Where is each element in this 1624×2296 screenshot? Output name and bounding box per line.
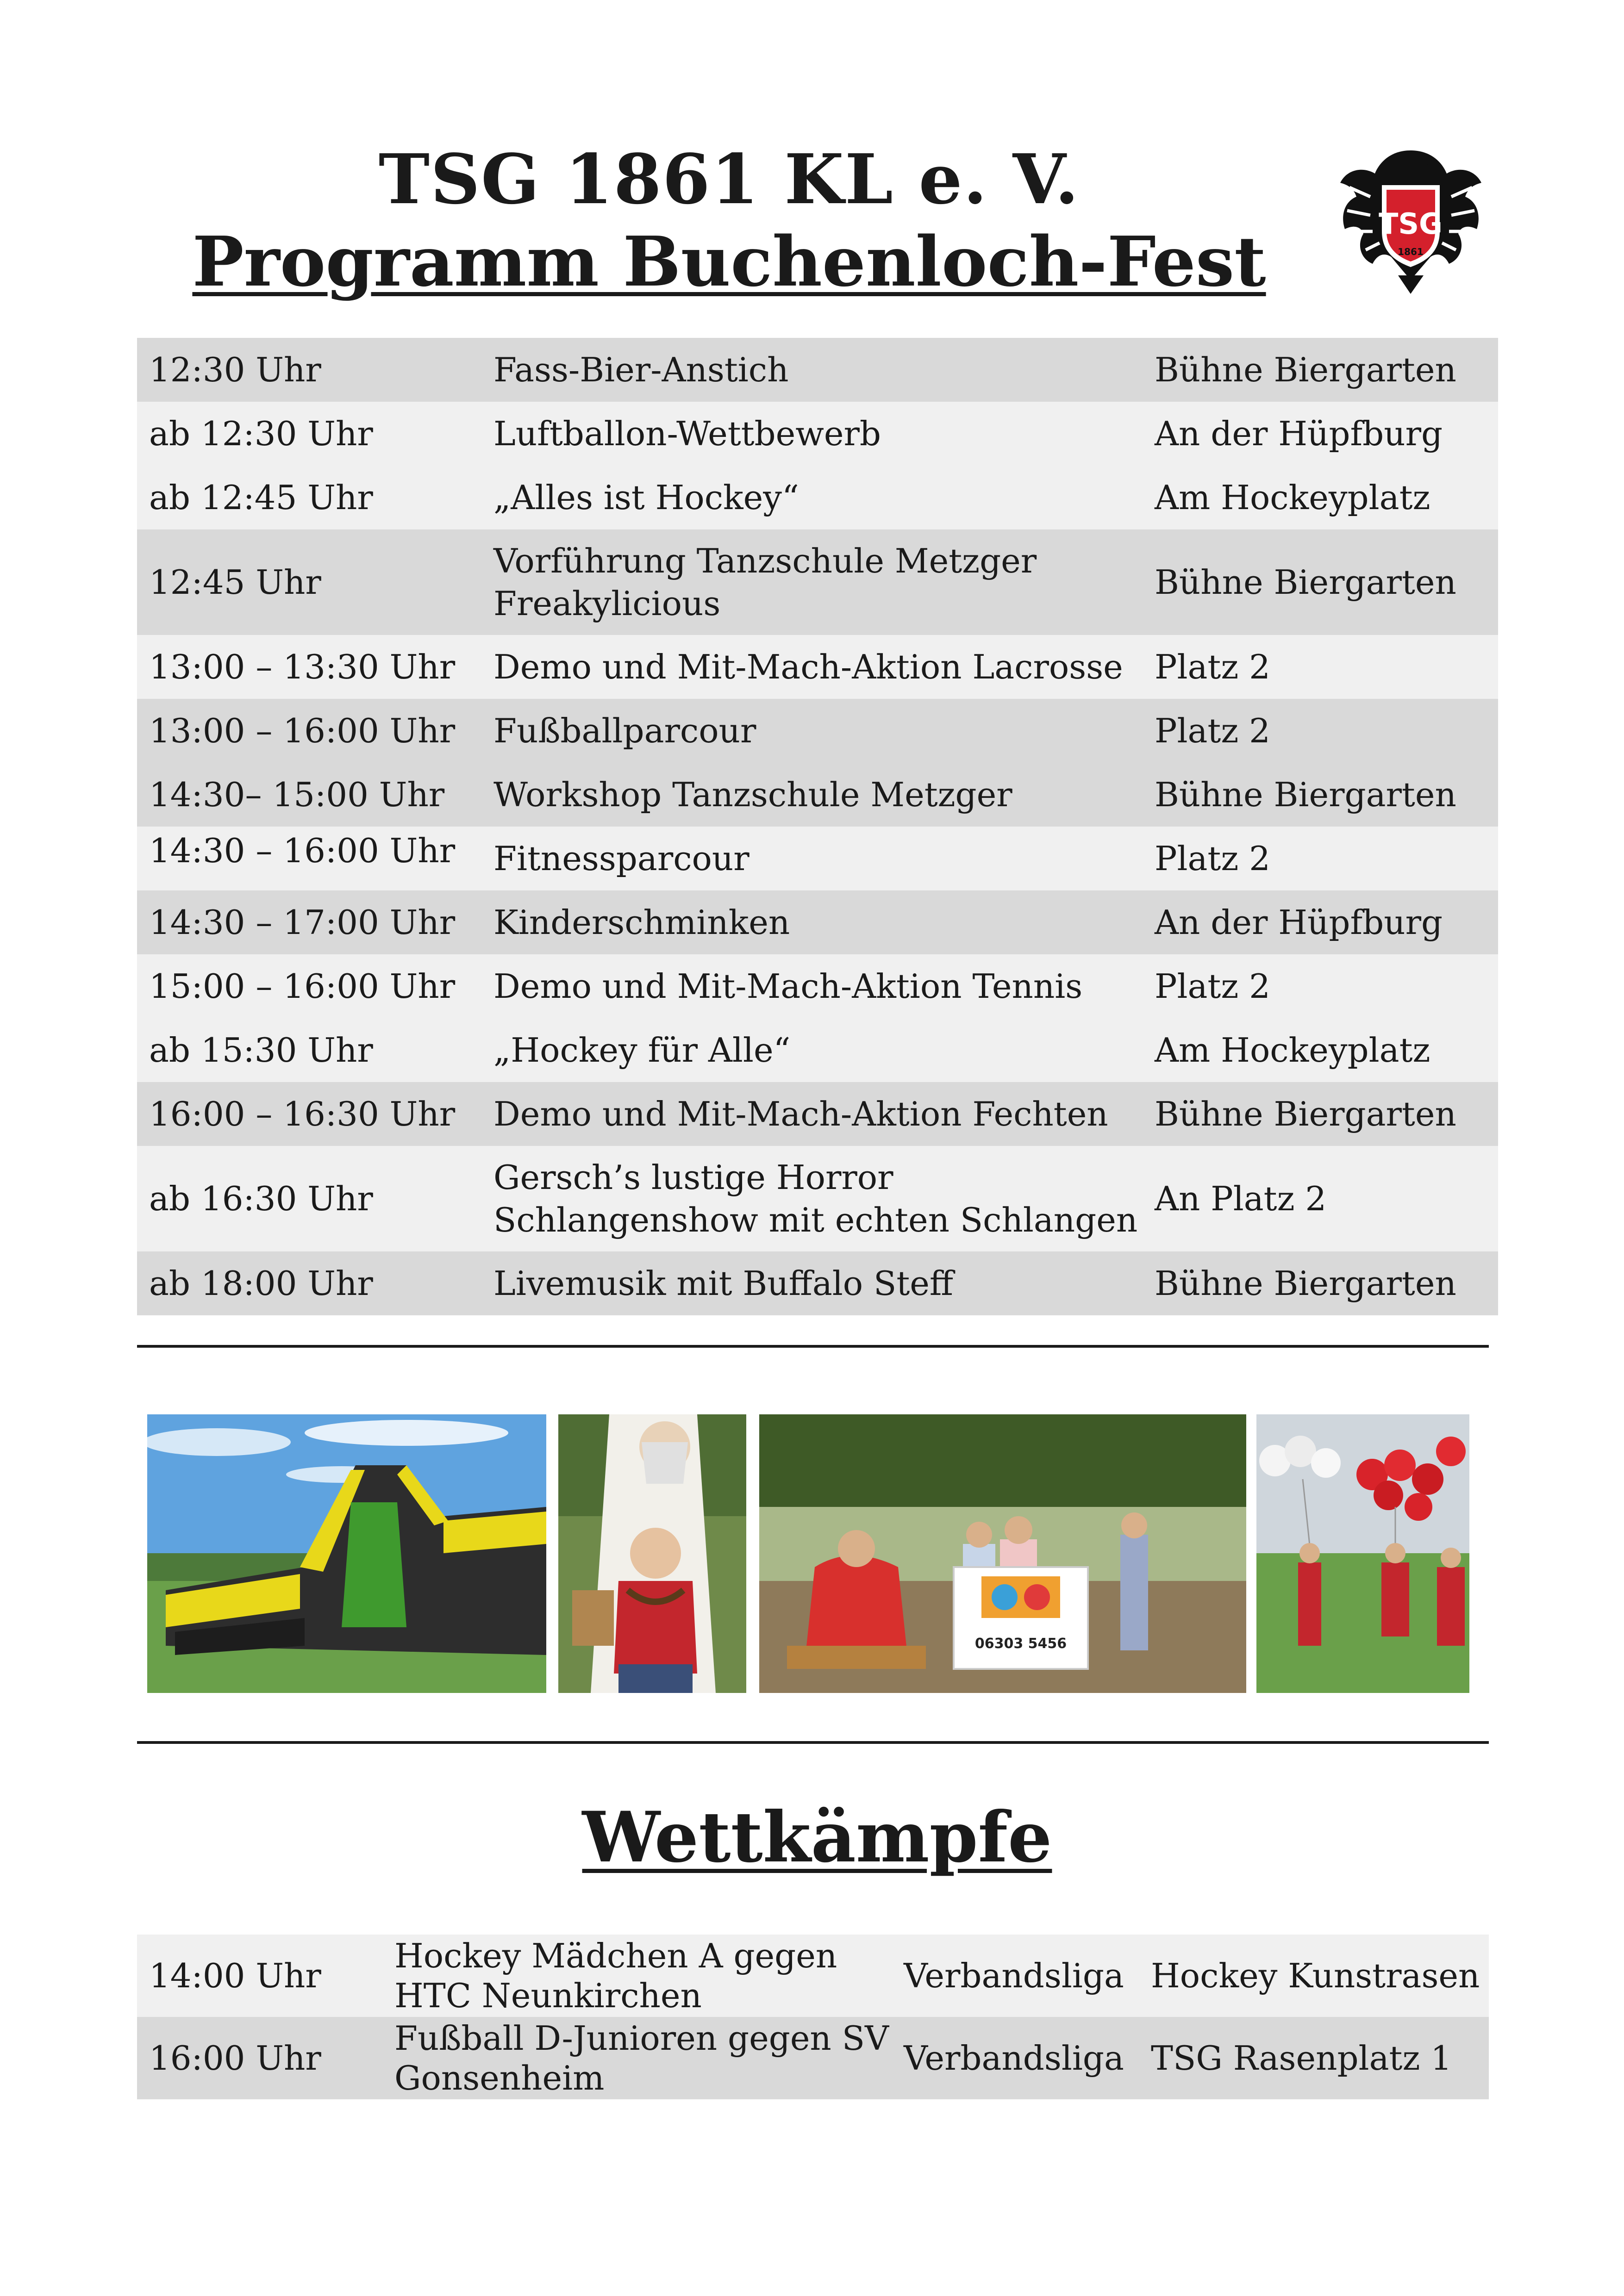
table-row [137,1251,1498,1315]
row-event: Kinderschminken [493,903,790,942]
row-event: Fußballparcour [493,711,756,750]
row-time: 13:00 – 13:30 Uhr [149,647,456,686]
table-row [137,890,1498,954]
row-time: 12:30 Uhr [149,350,321,389]
photo-balloons [1256,1414,1469,1693]
comp-time: 16:00 Uhr [149,2039,321,2078]
logo-text: TSG [1379,207,1443,241]
table-row [137,402,1498,466]
comp-league: Verbandsliga [904,1956,1124,1995]
row-time: ab 12:45 Uhr [149,478,373,517]
row-place: An Platz 2 [1155,1179,1327,1218]
row-place: Platz 2 [1155,839,1270,878]
row-time: 14:30 – 16:00 Uhr [149,831,456,870]
logo-year: 1861 [1398,246,1424,257]
row-event: „Hockey für Alle“ [493,1031,791,1070]
comp-place: TSG Rasenplatz 1 [1151,2039,1452,2078]
divider-bottom [137,1741,1489,1744]
row-time: ab 12:30 Uhr [149,414,373,453]
table-row [137,1146,1498,1251]
row-place: Platz 2 [1155,967,1270,1006]
row-event: Vorführung Tanzschule Metzger Freakylicious [493,541,1037,623]
comp-match: Fußball D-Junioren gegen SV Gonsenheim [394,2019,889,2097]
row-time: 16:00 – 16:30 Uhr [149,1095,456,1133]
row-place: Bühne Biergarten [1155,1264,1456,1303]
competitions-table [137,1935,1489,2099]
row-place: Bühne Biergarten [1155,775,1456,814]
comp-place: Hockey Kunstrasen [1151,1956,1480,1995]
row-place: Bühne Biergarten [1155,350,1456,389]
title-block [134,139,1324,303]
row-time: ab 18:00 Uhr [149,1264,373,1303]
row-event: Gersch’s lustige Horror Schlangenshow mit echten Schlangen [493,1158,1138,1239]
row-time: 13:00 – 16:00 Uhr [149,711,456,750]
row-place: Am Hockeyplatz [1155,1031,1430,1070]
row-event: Fitnessparcour [493,839,750,878]
table-row [137,1018,1498,1082]
table-row [137,1935,1489,2017]
row-event: Workshop Tanzschule Metzger [493,775,1012,814]
table-row [137,699,1498,763]
club-logo [1336,141,1486,294]
table-row [137,635,1498,699]
row-place: Platz 2 [1155,647,1270,686]
table-row [137,1082,1498,1146]
photo-child-costume [558,1414,746,1693]
row-event: Livemusik mit Buffalo Steff [493,1264,954,1303]
row-place: Am Hockeyplatz [1155,478,1430,517]
row-time: 12:45 Uhr [149,563,321,602]
row-place: An der Hüpfburg [1155,414,1443,453]
sign-phone: 06303 5456 [974,1636,1067,1652]
row-place: Bühne Biergarten [1155,1095,1456,1133]
row-event: Demo und Mit-Mach-Aktion Fechten [493,1095,1108,1133]
row-place: An der Hüpfburg [1155,903,1443,942]
club-name: TSG 1861 KL e. V. [378,139,1080,219]
page-title: Programm Buchenloch-Fest [192,221,1266,302]
competitions-heading: Wettkämpfe [582,1797,1052,1878]
table-row [137,763,1498,827]
table-row [137,338,1498,402]
comp-time: 14:00 Uhr [149,1956,321,1995]
table-row [137,466,1498,529]
comp-match: Hockey Mädchen A gegen HTC Neunkirchen [394,1936,837,2015]
table-row [137,529,1498,635]
table-row [137,954,1498,1018]
table-row [137,827,1498,890]
row-time: 15:00 – 16:00 Uhr [149,967,456,1006]
row-place: Bühne Biergarten [1155,563,1456,602]
table-row [137,2017,1489,2099]
row-time: 14:30– 15:00 Uhr [149,775,445,814]
row-event: „Alles ist Hockey“ [493,478,799,517]
schedule-table [137,338,1498,1315]
row-time: ab 15:30 Uhr [149,1031,373,1070]
row-event: Demo und Mit-Mach-Aktion Tennis [493,967,1083,1006]
row-time: ab 16:30 Uhr [149,1179,373,1218]
row-place: Platz 2 [1155,711,1270,750]
row-event: Luftballon-Wettbewerb [493,414,881,453]
row-time: 14:30 – 17:00 Uhr [149,903,456,942]
comp-league: Verbandsliga [904,2039,1124,2078]
photo-bouncy-castle [147,1414,546,1693]
row-event: Fass-Bier-Anstich [493,350,789,389]
divider-top [137,1345,1489,1348]
row-event: Demo und Mit-Mach-Aktion Lacrosse [493,647,1123,686]
photo-kids-gathering [759,1414,1246,1693]
